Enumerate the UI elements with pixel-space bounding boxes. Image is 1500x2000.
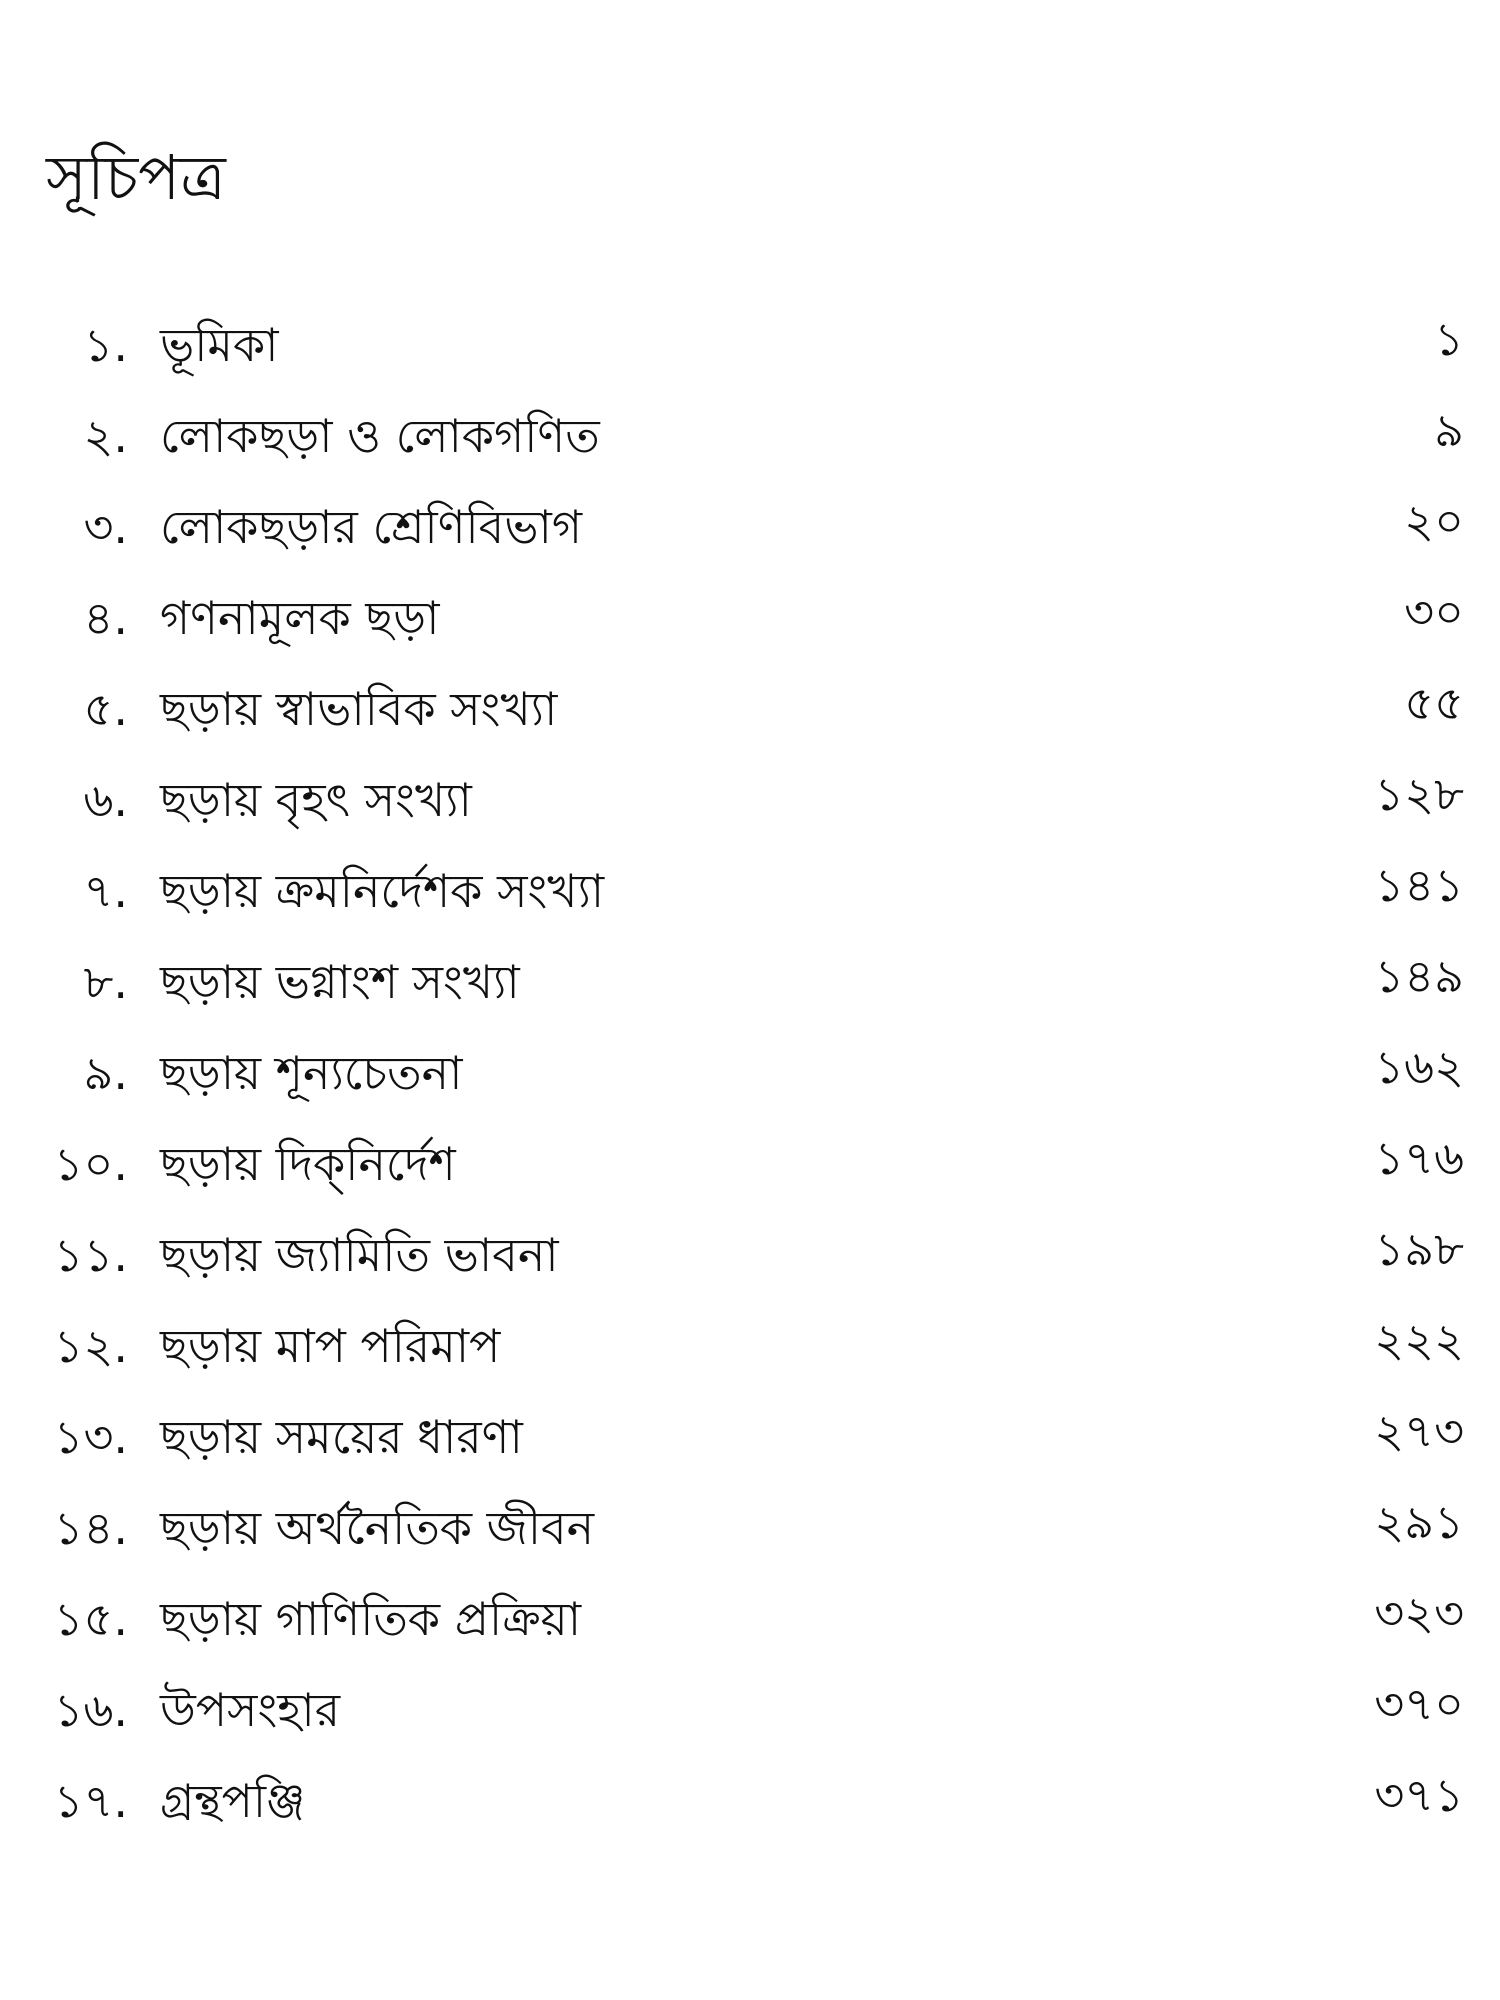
toc-entry bbox=[0, 1119, 1500, 1210]
toc-entry-title: ছড়ায় অর্থনৈতিক জীবন bbox=[160, 1501, 595, 1555]
toc-entry-page-number: ৩২৩ bbox=[1374, 1586, 1464, 1640]
toc-entry bbox=[0, 1756, 1500, 1847]
toc-entry-page-number: ৯ bbox=[1434, 403, 1464, 457]
toc-entry bbox=[0, 482, 1500, 573]
toc-entry-title: লোকছড়া ও লোকগণিত bbox=[160, 409, 600, 463]
toc-entry-number: ৯. bbox=[83, 1046, 128, 1100]
toc-entry-number: ৬. bbox=[83, 773, 128, 827]
table-of-contents bbox=[0, 300, 1500, 1847]
toc-entry-page-number: ২২২ bbox=[1374, 1313, 1464, 1367]
toc-entry-number: ১০. bbox=[53, 1137, 128, 1191]
toc-entry-number: ৭. bbox=[83, 864, 128, 918]
toc-entry-number: ১৭. bbox=[53, 1774, 128, 1828]
toc-entry-page-number: ২০ bbox=[1404, 494, 1464, 548]
toc-entry bbox=[0, 573, 1500, 664]
toc-entry-page-number: ১৬২ bbox=[1374, 1040, 1464, 1094]
toc-entry bbox=[0, 1483, 1500, 1574]
toc-entry-title: গ্রন্থপঞ্জি bbox=[160, 1774, 306, 1828]
toc-entry bbox=[0, 1665, 1500, 1756]
toc-entry-number: ৪. bbox=[83, 591, 128, 645]
toc-entry bbox=[0, 846, 1500, 937]
toc-entry-page-number: ৩৭১ bbox=[1374, 1768, 1464, 1822]
toc-entry-page-number: ১২৮ bbox=[1374, 767, 1464, 821]
toc-entry-title: ছড়ায় গাণিতিক প্রক্রিয়া bbox=[160, 1592, 582, 1646]
toc-entry-title: লোকছড়ার শ্রেণিবিভাগ bbox=[160, 500, 583, 554]
toc-entry-title: ছড়ায় শূন্যচেতনা bbox=[160, 1046, 463, 1100]
toc-entry-number: ১২. bbox=[53, 1319, 128, 1373]
toc-entry-page-number: ৩০ bbox=[1404, 585, 1464, 639]
toc-entry bbox=[0, 300, 1500, 391]
toc-entry-page-number: ১৪১ bbox=[1374, 858, 1464, 912]
toc-entry-title: ছড়ায় ক্রমনির্দেশক সংখ্যা bbox=[160, 864, 605, 918]
toc-entry bbox=[0, 1301, 1500, 1392]
toc-entry-page-number: ৩৭০ bbox=[1374, 1677, 1464, 1731]
toc-entry-title: উপসংহার bbox=[160, 1683, 341, 1737]
toc-entry-number: ১৩. bbox=[53, 1410, 128, 1464]
toc-entry-number: ৮. bbox=[83, 955, 128, 1009]
toc-entry-number: ১১. bbox=[53, 1228, 128, 1282]
toc-entry-number: ২. bbox=[83, 409, 128, 463]
toc-entry-title: ভূমিকা bbox=[160, 318, 279, 372]
toc-entry-page-number: ১৪৯ bbox=[1374, 949, 1464, 1003]
toc-entry-title: ছড়ায় সময়ের ধারণা bbox=[160, 1410, 523, 1464]
toc-entry-page-number: ২৭৩ bbox=[1374, 1404, 1464, 1458]
toc-entry-title: গণনামূলক ছড়া bbox=[160, 591, 440, 645]
page-title: সূচিপত্র bbox=[46, 141, 226, 214]
toc-entry bbox=[0, 1028, 1500, 1119]
toc-entry-number: ১৫. bbox=[53, 1592, 128, 1646]
toc-entry bbox=[0, 1392, 1500, 1483]
toc-entry-title: ছড়ায় দিক্‌নির্দেশ bbox=[160, 1137, 456, 1191]
toc-entry bbox=[0, 755, 1500, 846]
toc-entry-title: ছড়ায় জ্যামিতি ভাবনা bbox=[160, 1228, 559, 1282]
toc-entry-number: ১. bbox=[83, 318, 128, 372]
toc-entry bbox=[0, 1210, 1500, 1301]
toc-entry-title: ছড়ায় স্বাভাবিক সংখ্যা bbox=[160, 682, 558, 736]
toc-entry-page-number: ৫৫ bbox=[1404, 676, 1464, 730]
toc-entry-number: ৩. bbox=[83, 500, 128, 554]
toc-entry bbox=[0, 1574, 1500, 1665]
toc-entry bbox=[0, 937, 1500, 1028]
toc-entry-title: ছড়ায় ভগ্নাংশ সংখ্যা bbox=[160, 955, 520, 1009]
toc-entry-number: ১৬. bbox=[53, 1683, 128, 1737]
toc-entry-page-number: ১ bbox=[1434, 312, 1464, 366]
toc-entry-title: ছড়ায় বৃহৎ সংখ্যা bbox=[160, 773, 472, 827]
toc-entry bbox=[0, 391, 1500, 482]
toc-entry-page-number: ১৯৮ bbox=[1374, 1222, 1464, 1276]
toc-entry bbox=[0, 664, 1500, 755]
toc-entry-page-number: ১৭৬ bbox=[1374, 1131, 1464, 1185]
toc-entry-page-number: ২৯১ bbox=[1374, 1495, 1464, 1549]
toc-entry-number: ১৪. bbox=[53, 1501, 128, 1555]
toc-entry-number: ৫. bbox=[83, 682, 128, 736]
toc-entry-title: ছড়ায় মাপ পরিমাপ bbox=[160, 1319, 501, 1373]
